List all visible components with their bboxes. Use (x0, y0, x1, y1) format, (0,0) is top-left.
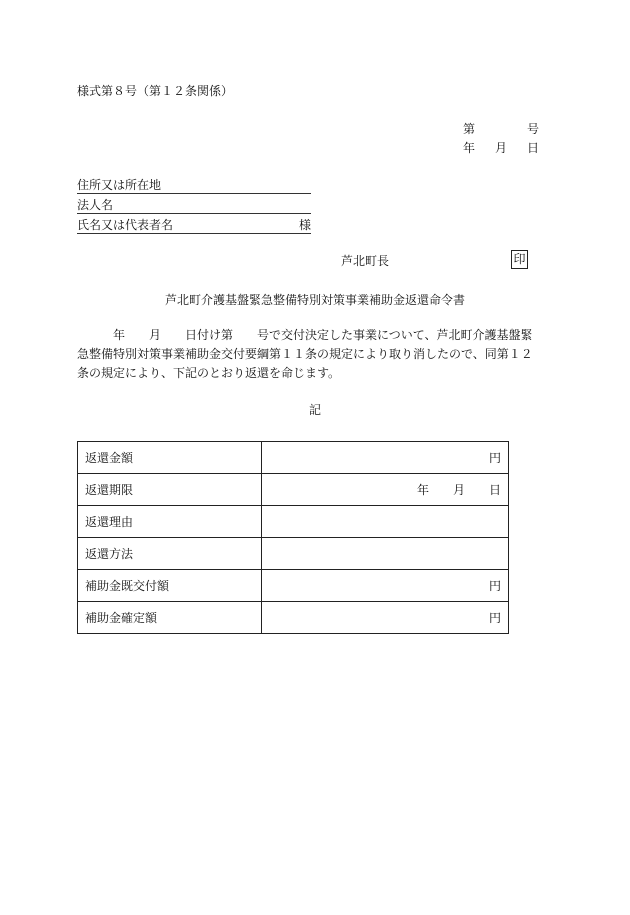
row-label-refund-reason: 返還理由 (78, 506, 262, 538)
body-line: 急整備特別対策事業補助金交付要綱第１１条の規定により取り消したので、同第１２ (77, 347, 533, 361)
table-row (78, 442, 509, 474)
number-prefix: 第 (463, 122, 476, 136)
row-value-confirmed-amount[interactable]: 円 (262, 602, 509, 634)
body-line: 年 月 日付け第 号で交付決定した事業について、芦北町介護基盤緊 (77, 328, 533, 342)
row-value-already-granted[interactable]: 円 (262, 570, 509, 602)
body-line: 条の規定により、下記のとおり返還を命じます。 (77, 366, 341, 380)
table-row (78, 602, 509, 634)
table-row (78, 570, 509, 602)
issuer-title: 芦北町長 (341, 254, 390, 268)
seal-mark: 印 (511, 250, 528, 269)
row-value-refund-method[interactable] (262, 538, 509, 570)
name-label: 氏名又は代表者名 (77, 218, 174, 232)
row-label-already-granted: 補助金既交付額 (78, 570, 262, 602)
address-field[interactable] (77, 177, 311, 194)
table-row (78, 474, 509, 506)
details-table (77, 441, 509, 634)
row-label-refund-amount: 返還金額 (78, 442, 262, 474)
document-body (77, 326, 562, 383)
name-field[interactable] (77, 217, 311, 234)
form-number: 様式第８号（第１２条関係） (77, 84, 234, 98)
row-value-refund-amount[interactable]: 円 (262, 442, 509, 474)
ki-heading: 記 (308, 403, 321, 417)
corporation-field[interactable] (77, 197, 311, 214)
date-month: 月 (495, 141, 508, 155)
row-label-refund-method: 返還方法 (78, 538, 262, 570)
row-label-refund-deadline: 返還期限 (78, 474, 262, 506)
table-row (78, 506, 509, 538)
honorific: 様 (298, 218, 311, 232)
number-suffix: 号 (527, 122, 540, 136)
date-day: 日 (527, 141, 540, 155)
address-label: 住所又は所在地 (77, 178, 162, 192)
table-row (78, 538, 509, 570)
row-value-refund-deadline[interactable]: 年 月 日 (262, 474, 509, 506)
date-year: 年 (463, 141, 476, 155)
row-label-confirmed-amount: 補助金確定額 (78, 602, 262, 634)
document-title: 芦北町介護基盤緊急整備特別対策事業補助金返還命令書 (164, 293, 465, 307)
corporation-label: 法人名 (77, 198, 114, 212)
row-value-refund-reason[interactable] (262, 506, 509, 538)
addressee-block (77, 177, 311, 237)
